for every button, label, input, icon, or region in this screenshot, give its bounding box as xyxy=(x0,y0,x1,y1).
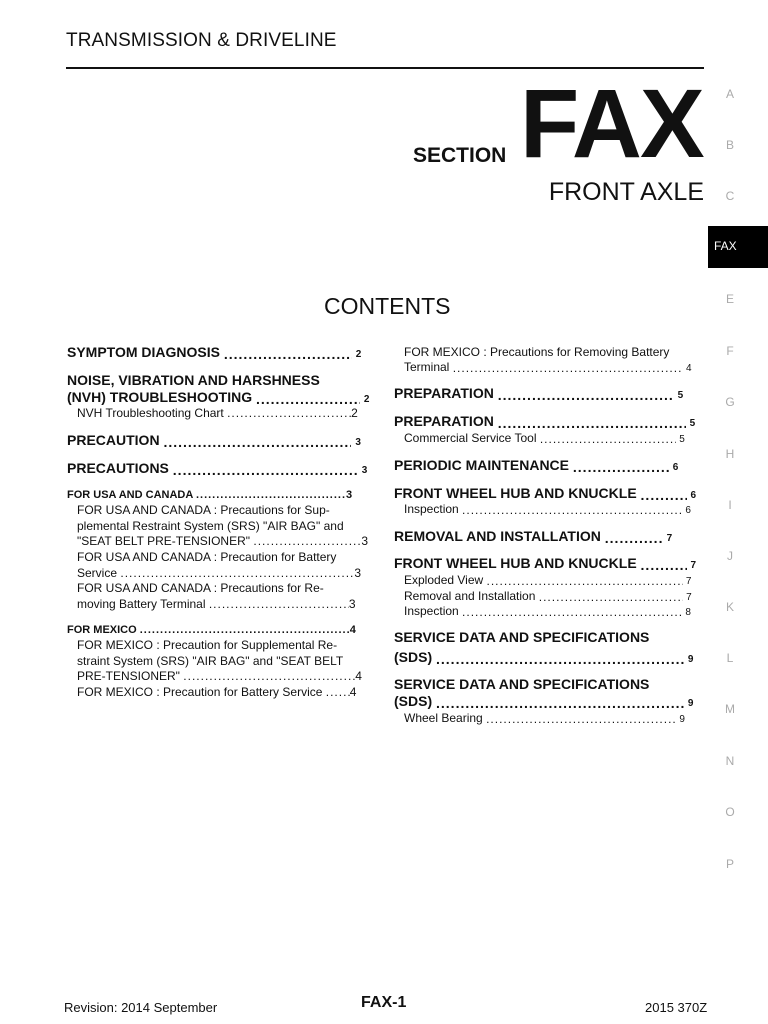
toc-entry[interactable]: FOR MEXICO : Precaution for Supplemental Re- xyxy=(77,638,338,652)
toc-entry[interactable]: Service ..... 3 xyxy=(77,566,361,582)
tab-h[interactable]: H xyxy=(725,447,735,461)
toc-entry[interactable]: FOR USA AND CANADA ..... 3 xyxy=(67,488,352,504)
toc-entry[interactable]: (SDS) ..... 9 xyxy=(394,650,693,668)
toc-entry[interactable]: moving Battery Terminal ..... 3 xyxy=(77,597,356,613)
tab-n[interactable]: N xyxy=(725,754,735,768)
toc-entry[interactable]: SERVICE DATA AND SPECIFICATIONS xyxy=(394,629,650,645)
section-code: FAX xyxy=(520,69,703,178)
toc-entry[interactable]: "SEAT BELT PRE-TENSIONER" ..... 3 xyxy=(77,534,368,550)
toc-entry[interactable]: PRECAUTIONS ..... 3 xyxy=(67,461,367,479)
toc-entry[interactable]: Exploded View ..... 7 xyxy=(404,573,691,590)
toc-entry[interactable]: REMOVAL AND INSTALLATION ..... 7 xyxy=(394,529,672,547)
tab-g[interactable]: G xyxy=(725,395,735,409)
toc-entry[interactable]: FRONT WHEEL HUB AND KNUCKLE ..... 6 xyxy=(394,486,696,504)
tab-o[interactable]: O xyxy=(725,805,735,819)
toc-entry[interactable]: NOISE, VIBRATION AND HARSHNESS xyxy=(67,372,320,388)
toc-entry[interactable]: (NVH) TROUBLESHOOTING ..... 2 xyxy=(67,390,369,408)
tab-e[interactable]: E xyxy=(725,292,734,306)
toc-entry[interactable]: SERVICE DATA AND SPECIFICATIONS xyxy=(394,676,650,692)
tab-f[interactable]: F xyxy=(726,344,734,358)
toc-entry[interactable]: (SDS) ..... 9 xyxy=(394,694,693,712)
toc-entry[interactable]: FOR USA AND CANADA : Precautions for Sup- xyxy=(77,503,330,517)
toc-entry[interactable]: SYMPTOM DIAGNOSIS ..... 2 xyxy=(67,345,361,363)
tab-k[interactable]: K xyxy=(725,600,734,614)
toc-entry[interactable]: Terminal ..... 4 xyxy=(404,360,692,377)
toc-entry[interactable]: PREPARATION ..... 5 xyxy=(394,414,695,432)
toc-entry[interactable]: Commercial Service Tool ..... 5 xyxy=(404,431,685,448)
tab-p[interactable]: P xyxy=(725,857,734,871)
tab-fax-active[interactable] xyxy=(708,226,768,268)
tab-a[interactable]: A xyxy=(725,87,734,101)
toc-entry[interactable]: Inspection ..... 6 xyxy=(404,502,691,519)
toc-entry[interactable]: NVH Troubleshooting Chart ..... 2 xyxy=(77,406,358,422)
toc-entry[interactable]: PREPARATION ..... 5 xyxy=(394,386,683,404)
footer-model: 2015 370Z xyxy=(645,1000,708,1015)
toc-entry[interactable]: PRECAUTION ..... 3 xyxy=(67,433,361,451)
section-label: SECTION xyxy=(413,144,507,167)
toc-entry[interactable]: plemental Restraint System (SRS) "AIR BAG" and xyxy=(77,519,344,533)
toc-entry[interactable]: FOR MEXICO : Precautions for Removing Battery xyxy=(404,345,670,359)
toc-entry[interactable]: Removal and Installation ..... 7 xyxy=(404,589,692,606)
tab-l[interactable]: L xyxy=(726,651,734,665)
footer-page-number: FAX-1 xyxy=(361,994,407,1011)
document-header: TRANSMISSION & DRIVELINE xyxy=(66,30,337,51)
toc-entry[interactable]: PRE-TENSIONER" ..... 4 xyxy=(77,669,362,685)
toc-entry[interactable]: FOR MEXICO : Precaution for Battery Service ..... 4 xyxy=(77,685,356,701)
tab-m[interactable]: M xyxy=(725,702,735,716)
toc-entry[interactable]: FOR USA AND CANADA : Precautions for Re- xyxy=(77,581,324,595)
tab-b[interactable]: B xyxy=(725,138,734,152)
toc-entry[interactable]: FOR MEXICO ..... 4 xyxy=(67,623,356,639)
contents-title: CONTENTS xyxy=(324,293,451,319)
toc-entry[interactable]: straint System (SRS) "AIR BAG" and "SEAT BELT xyxy=(77,654,344,668)
tab-j[interactable]: J xyxy=(727,549,733,563)
tab-c[interactable]: C xyxy=(725,189,735,203)
toc-entry[interactable]: PERIODIC MAINTENANCE ..... 6 xyxy=(394,458,678,476)
toc-entry[interactable]: Inspection ..... 8 xyxy=(404,604,691,621)
tab-label: FAX xyxy=(714,239,737,253)
footer-revision: Revision: 2014 September xyxy=(64,1000,218,1015)
tab-i[interactable]: I xyxy=(728,498,732,512)
toc-entry[interactable]: FRONT WHEEL HUB AND KNUCKLE ..... 7 xyxy=(394,556,696,574)
toc-entry[interactable]: Wheel Bearing ..... 9 xyxy=(404,711,685,728)
section-name: FRONT AXLE xyxy=(548,178,704,206)
toc-entry[interactable]: FOR USA AND CANADA : Precaution for Battery xyxy=(77,550,337,564)
